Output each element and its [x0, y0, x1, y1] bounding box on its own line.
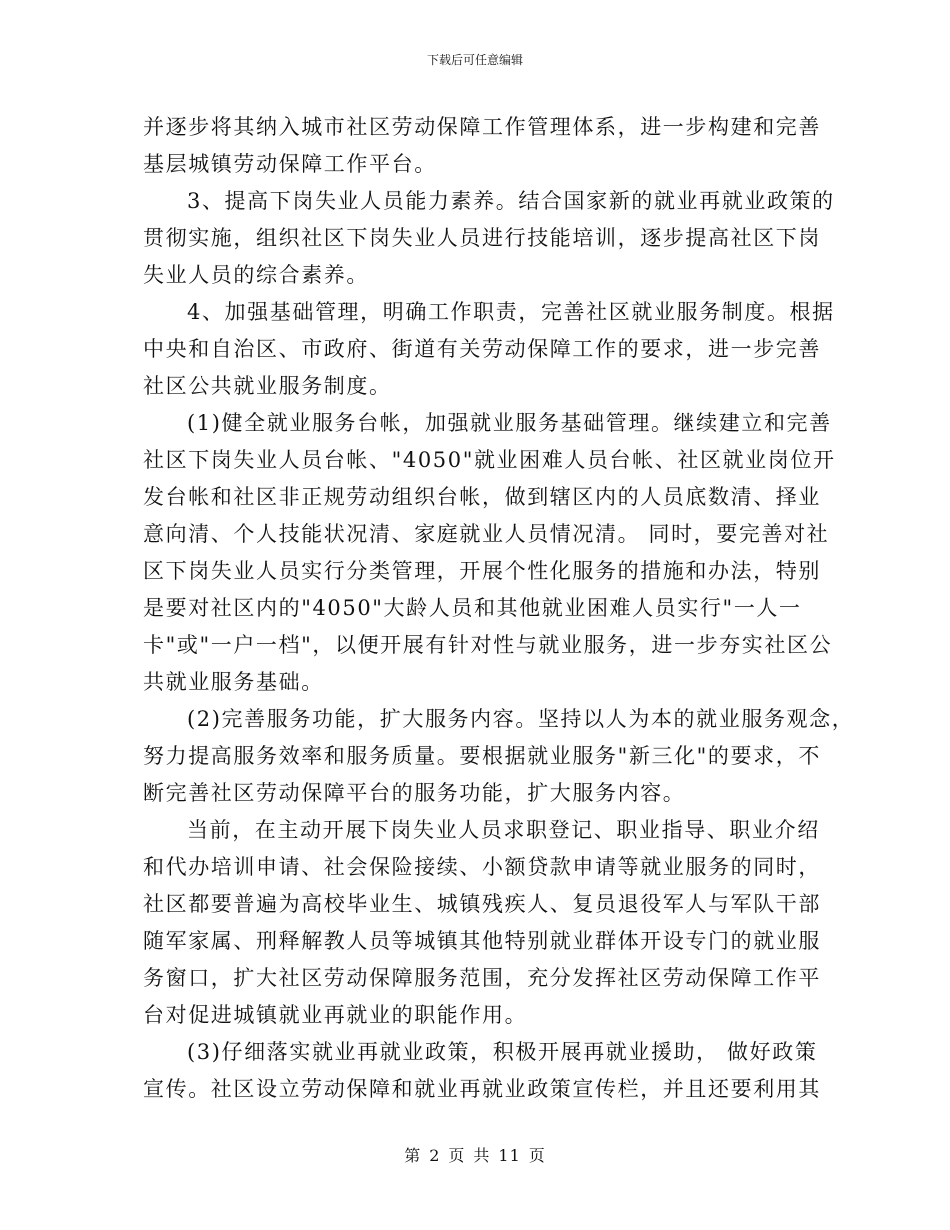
- page-footer: [0, 1146, 950, 1166]
- text-line: 发台帐和社区非正规劳动组织台帐，做到辖区内的人员底数清、择业: [143, 485, 821, 509]
- text-line: 基层城镇劳动保障工作平台。: [143, 152, 437, 176]
- page-label-suffix: 页: [528, 1146, 546, 1165]
- text-line: 社区公共就业服务制度。: [143, 374, 392, 398]
- text-line: 贯彻实施，组织社区下岗失业人员进行技能培训，逐步提高社区下岗: [143, 226, 821, 250]
- text-line: 断完善社区劳动保障平台的服务功能，扩大服务内容。: [143, 781, 686, 805]
- text-line: 失业人员的综合素养。: [143, 263, 369, 287]
- text-line: 台对促进城镇就业再就业的职能作用。: [143, 1003, 528, 1027]
- text-line: 意向清、个人技能状况清、家庭就业人员情况清。 同时，要完善对社: [143, 522, 830, 546]
- page-label-prefix: 第: [404, 1146, 422, 1165]
- text-line: (3)仔细落实就业再就业政策，积极开展再就业援助， 做好政策: [187, 1040, 818, 1064]
- text-line: 并逐步将其纳入城市社区劳动保障工作管理体系，进一步构建和完善: [143, 115, 821, 139]
- text-line: 努力提高服务效率和服务质量。要根据就业服务"新三化"的要求，不: [143, 744, 821, 768]
- text-line: 区下岗失业人员实行分类管理，开展个性化服务的措施和办法，特别: [143, 559, 821, 583]
- text-line: 是要对社区内的"4050"大龄人员和其他就业困难人员实行"一人一: [143, 596, 802, 620]
- text-line: 务窗口，扩大社区劳动保障服务范围，充分发挥社区劳动保障工作平: [143, 966, 821, 990]
- text-line: 社区下岗失业人员台帐、"4050"就业困难人员台帐、社区就业岗位开: [143, 448, 836, 472]
- text-line: 随军家属、刑释解教人员等城镇其他特别就业群体开设专门的就业服: [143, 929, 821, 953]
- page-header: 下载后可任意编辑: [426, 53, 523, 67]
- text-line: 当前，在主动开展下岗失业人员求职登记、职业指导、职业介绍: [187, 818, 820, 842]
- text-line: (1)健全就业服务台帐，加强就业服务基础管理。继续建立和完善: [187, 411, 832, 435]
- text-line: 中央和自治区、市政府、街道有关劳动保障工作的要求，进一步完善: [143, 337, 821, 361]
- page-number: 2: [429, 1146, 441, 1165]
- text-line: (2)完善服务功能，扩大服务内容。坚持以人为本的就业服务观念，: [187, 707, 855, 731]
- text-line: 卡"或"一户一档"，以便开展有针对性与就业服务，进一步夯实社区公: [143, 633, 833, 657]
- text-line: 宣传。社区设立劳动保障和就业再就业政策宣传栏，并且还要利用其: [143, 1077, 821, 1101]
- text-line: 4、加强基础管理，明确工作职责，完善社区就业服务制度。根据: [187, 300, 835, 324]
- total-label: 共: [473, 1146, 491, 1165]
- text-line: 共就业服务基础。: [143, 670, 324, 694]
- text-line: 和代办培训申请、社会保险接续、小额贷款申请等就业服务的同时，: [143, 855, 821, 879]
- text-line: 社区都要普遍为高校毕业生、城镇残疾人、复员退役军人与军队干部: [143, 892, 821, 916]
- total-pages: 11: [498, 1146, 521, 1165]
- page-label-mid: 页: [448, 1146, 466, 1165]
- text-line: 3、提高下岗失业人员能力素养。结合国家新的就业再就业政策的: [187, 189, 835, 213]
